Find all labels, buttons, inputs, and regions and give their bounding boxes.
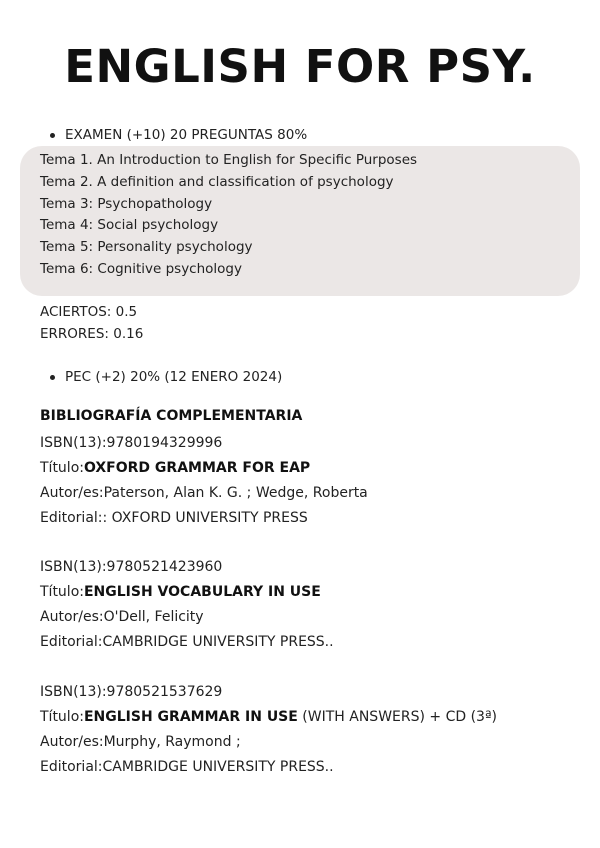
page-title: ENGLISH FOR PSY. <box>64 40 536 93</box>
book-title-line <box>40 580 334 605</box>
book-publisher: Editorial:CAMBRIDGE UNIVERSITY PRESS.. <box>40 634 334 650</box>
topic-item: Tema 3: Psychopathology <box>40 195 213 212</box>
book-title-label: Título: <box>40 584 84 600</box>
book-isbn: ISBN(13):9780521537629 <box>40 684 223 700</box>
bullet-dot-icon <box>50 133 55 138</box>
book-entry <box>40 555 334 655</box>
pec-bullet-text: PEC (+2) 20% (12 ENERO 2024) <box>65 369 283 385</box>
topic-item: Tema 5: Personality psychology <box>40 239 253 256</box>
book-authors: Autor/es:Murphy, Raymond ; <box>40 734 241 750</box>
topic-item: Tema 4: Social psychology <box>40 217 219 234</box>
errores-text: ERRORES: 0.16 <box>40 325 144 342</box>
book-isbn: ISBN(13):9780521423960 <box>40 559 223 575</box>
book-title: OXFORD GRAMMAR FOR EAP <box>83 460 311 476</box>
aciertos-text: ACIERTOS: 0.5 <box>40 304 138 320</box>
bibliography-heading: BIBLIOGRAFÍA COMPLEMENTARIA <box>40 408 303 424</box>
book-title-extra: (WITH ANSWERS) + CD (3ª) <box>297 709 498 725</box>
topic-item: Tema 1. An Introduction to English for Specific Purposes <box>40 152 418 168</box>
topics-list <box>40 150 417 281</box>
book-title-line <box>40 456 368 481</box>
book-title-label: Título: <box>40 709 84 725</box>
book-isbn: ISBN(13):9780194329996 <box>40 435 223 451</box>
book-publisher: Editorial:CAMBRIDGE UNIVERSITY PRESS.. <box>40 759 334 775</box>
topic-item: Tema 2. A definition and classification of psychology <box>40 173 394 190</box>
book-entry <box>40 680 497 780</box>
exam-bullet <box>50 127 307 143</box>
pec-bullet <box>50 369 282 385</box>
book-title: ENGLISH VOCABULARY IN USE <box>83 584 321 600</box>
book-entry <box>40 431 368 531</box>
book-title-label: Título: <box>40 460 84 476</box>
book-authors: Autor/es:Paterson, Alan K. G. ; Wedge, Roberta <box>40 485 368 501</box>
topic-item: Tema 6: Cognitive psychology <box>40 260 242 277</box>
bullet-dot-icon <box>50 375 55 380</box>
exam-bullet-text: EXAMEN (+10) 20 PREGUNTAS 80% <box>65 127 308 143</box>
book-title-line <box>40 705 497 730</box>
book-publisher: Editorial:: OXFORD UNIVERSITY PRESS <box>40 510 308 526</box>
book-authors: Autor/es:O'Dell, Felicity <box>40 609 204 625</box>
book-title: ENGLISH GRAMMAR IN USE <box>83 709 298 725</box>
exam-scores <box>40 302 143 345</box>
